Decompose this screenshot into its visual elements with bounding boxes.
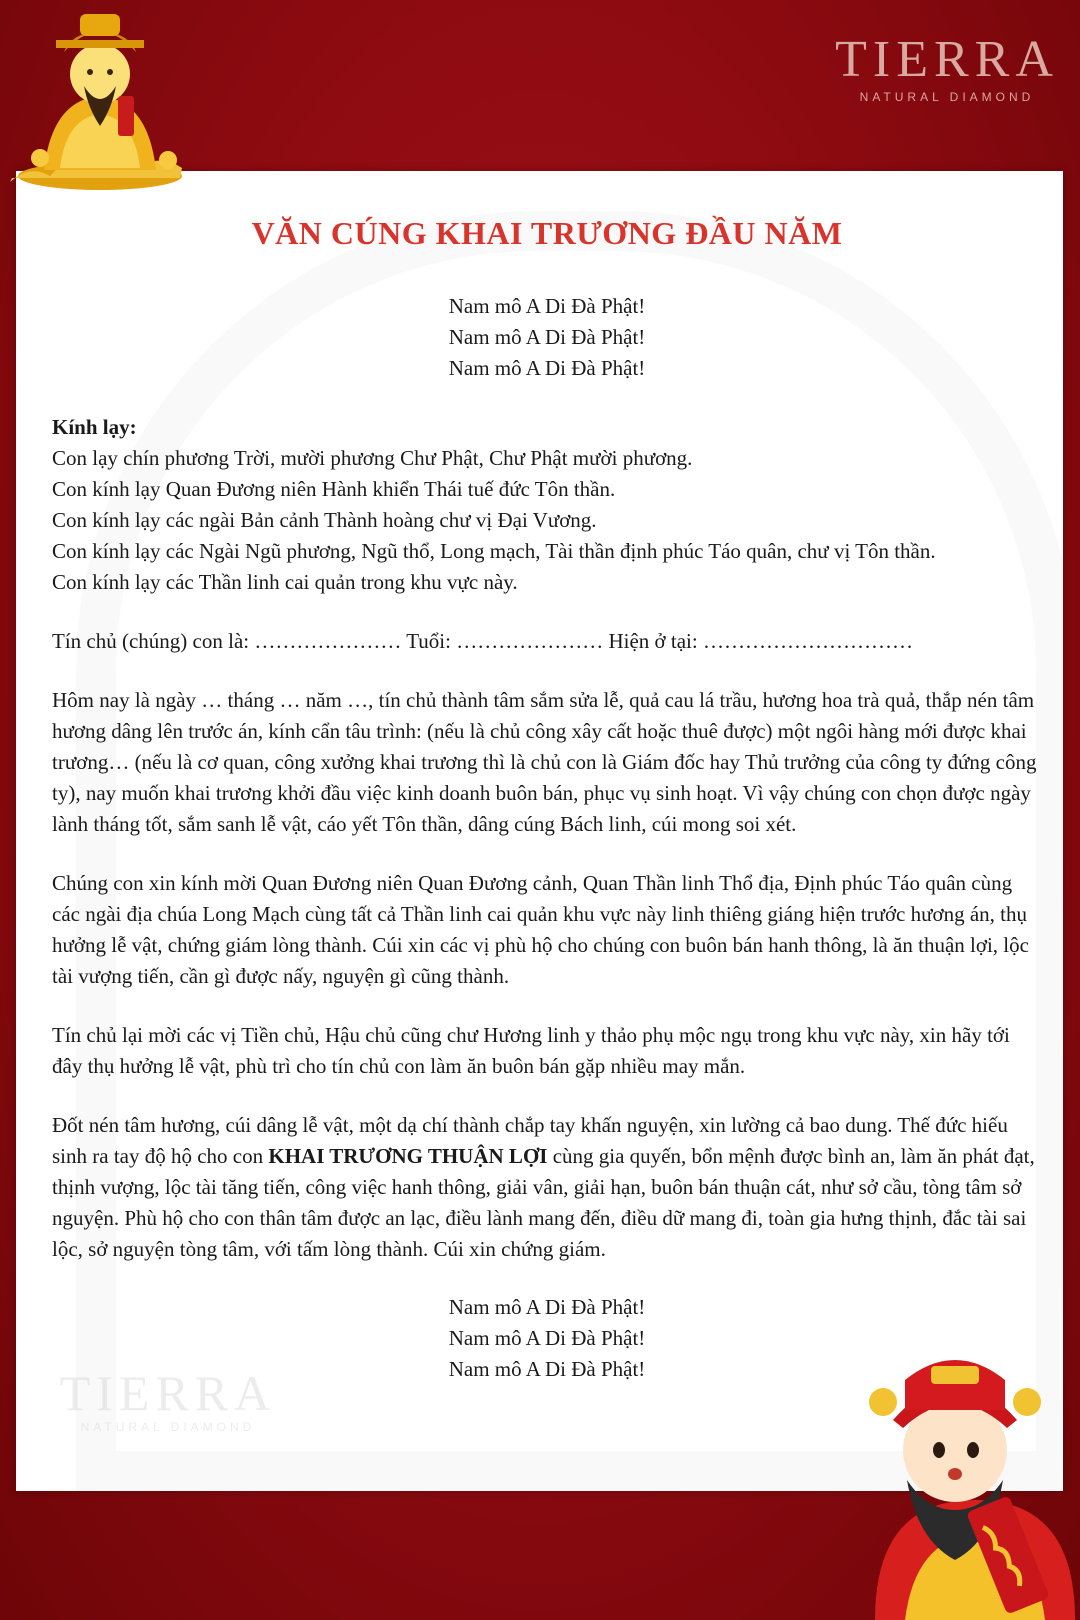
paragraph-1: Hôm nay là ngày … tháng … năm …, tín chủ thành tâm sắm sửa lễ, quả cau lá trầu, hương hoa trà quả, thắp nén tâm hương dâng lên trước án, kính cẩn tâu trình: (nếu là chủ công xây cất hoặc thuê được) một ngôi hàng mới được khai trương… (nếu là cơ quan, công xưởng khai trương thì là chủ con là Giám đốc hay Thủ trưởng của công ty đứng công ty), nay muốn khai trương khởi đầu việc kinh doanh buôn bán, phục vụ sinh hoạt. Vì vậy chúng con chọn được ngày lành tháng tốt, sắm sanh lễ vật, cáo yết Tôn thần, dâng cúng Bách linh, cúi mong soi xét. [52,688,1037,836]
paragraph-4-text: Đốt nén tâm hương, cúi dâng lễ vật, một dạ chí thành chắp tay khấn nguyện, xin lường cả bao dung. Thế đức hiếu sinh ra tay độ hộ cho con [52,1113,1008,1168]
paragraph-4-text: cùng gia quyến, bổn mệnh được bình an, làm ăn phát đạt, thịnh vượng, lộc tài tăng tiến, công việc hanh thông, giải vân, giải hạn, buôn bán thuận cát, như sở cầu, tòng tâm sở nguyện. Phù hộ cho con thân tâm được an lạc, điều lành mang đến, điều dữ mang đi, toàn gia hưng thịnh, đắc tài sai lộc, sở nguyện tòng tâm, với tấm lòng thành. Cúi xin chứng giám. [52,1144,1035,1261]
brand-tagline: NATURAL DIAMOND [859,90,1035,104]
document-content [52,171,1042,1385]
opening-chant [52,291,1042,384]
kinh-lay-line: Con kính lạy Quan Đương niên Hành khiển Thái tuế đức Tôn thần. [52,477,616,501]
chant-line: Nam mô A Di Đà Phật! [448,325,646,349]
paragraph-3: Tín chủ lại mời các vị Tiền chủ, Hậu chủ cũng chư Hương linh y thảo phụ mộc ngụ trong khu vực này, xin hãy tới đây thụ hưởng lễ vật, phù trì cho tín chủ con làm ăn buôn bán gặp nhiều may mắn. [52,1023,1010,1078]
god-of-wealth-cartoon-icon [835,1350,1080,1620]
chant-line: Nam mô A Di Đà Phật! [448,356,646,380]
brand-logo [832,32,1062,104]
kinh-lay-line: Con kính lạy các Ngài Ngũ phương, Ngũ thổ, Long mạch, Tài thần định phúc Táo quân, chư vị Tôn thần. [52,539,936,563]
paragraph-2: Chúng con xin kính mời Quan Đương niên Quan Đương cảnh, Quan Thần linh Thổ địa, Định phúc Táo quân cùng các ngài địa chúa Long Mạch cùng tất cả Thần linh cai quản khu vực này linh thiêng giáng hiện trước hương án, thụ hưởng lễ vật, chứng giám lòng thành. Cúi xin các vị phù hộ cho chúng con buôn bán hanh thông, là ăn thuận lợi, lộc tài vượng tiến, cần gì được nấy, nguyện gì cũng thành. [52,871,1029,988]
kinh-lay-line: Con kính lạy các Thần linh cai quản trong khu vực này. [52,570,518,594]
paragraph-4-emphasis: KHAI TRƯƠNG THUẬN LỢI [268,1144,548,1168]
chant-line: Nam mô A Di Đà Phật! [448,1295,646,1319]
tin-chu-line: Tín chủ (chúng) con là: ………………… Tuổi: ………………… Hiện ở tại: ………………………… [52,629,913,653]
chant-line: Nam mô A Di Đà Phật! [448,1326,646,1350]
kinh-lay-line: Con kính lạy các ngài Bản cảnh Thành hoàng chư vị Đại Vương. [52,508,597,532]
watermark-name: TIERRA [59,1365,277,1421]
chant-line: Nam mô A Di Đà Phật! [448,294,646,318]
kinh-lay-heading: Kính lạy: [52,415,137,439]
kinh-lay-line: Con lạy chín phương Trời, mười phương Chư Phật, Chư Phật mười phương. [52,446,693,470]
brand-name: TIERRA [835,31,1059,88]
document-title: VĂN CÚNG KHAI TRƯƠNG ĐẦU NĂM [251,215,843,251]
document-paper [16,171,1063,1491]
god-of-wealth-gold-icon [0,0,185,200]
kinh-lay-section [52,412,1042,598]
chant-line: Nam mô A Di Đà Phật! [448,1357,646,1381]
watermark-tagline: NATURAL DIAMOND [80,1420,256,1434]
paragraph-4 [52,1110,1042,1265]
